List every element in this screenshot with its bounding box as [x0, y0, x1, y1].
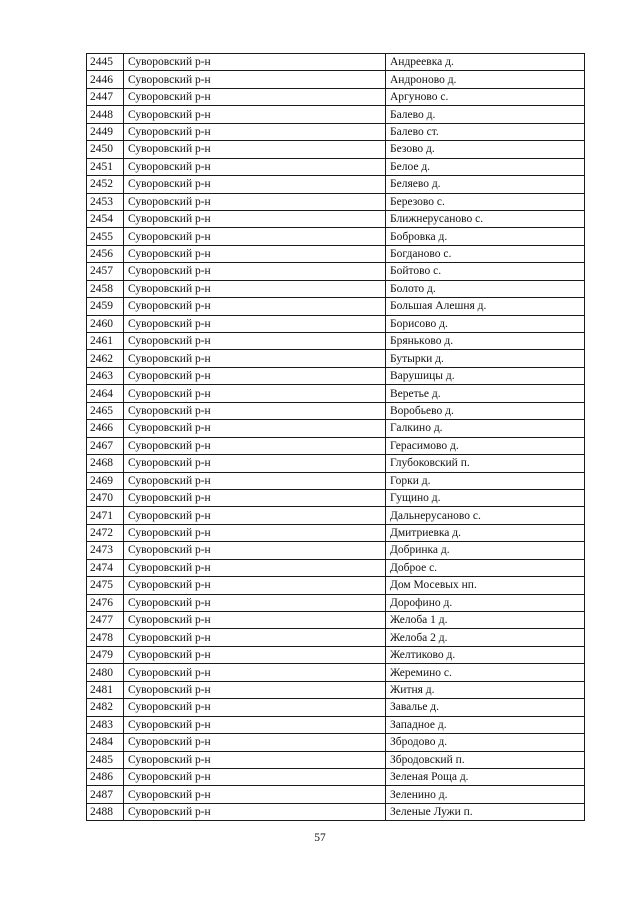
settlement-cell: Житня д. — [386, 681, 585, 698]
row-number-cell: 2481 — [87, 681, 124, 698]
table-row — [87, 193, 585, 210]
row-number-cell: 2448 — [87, 106, 124, 123]
row-number-cell: 2458 — [87, 280, 124, 297]
table-row — [87, 472, 585, 489]
district-cell: Суворовский р-н — [124, 333, 386, 350]
table-row — [87, 629, 585, 646]
table-row — [87, 437, 585, 454]
row-number-cell: 2476 — [87, 594, 124, 611]
settlement-cell: Балево д. — [386, 106, 585, 123]
district-cell: Суворовский р-н — [124, 751, 386, 768]
settlement-cell: Горки д. — [386, 472, 585, 489]
row-number-cell: 2475 — [87, 577, 124, 594]
district-cell: Суворовский р-н — [124, 577, 386, 594]
row-number-cell: 2480 — [87, 664, 124, 681]
table-row — [87, 699, 585, 716]
table-row — [87, 402, 585, 419]
settlement-cell: Зеленые Лужи п. — [386, 803, 585, 820]
row-number-cell: 2468 — [87, 455, 124, 472]
district-cell: Суворовский р-н — [124, 472, 386, 489]
settlements-table-body — [87, 54, 585, 821]
page-number: 57 — [314, 832, 326, 844]
settlement-cell: Беляево д. — [386, 176, 585, 193]
table-row — [87, 455, 585, 472]
row-number-cell: 2459 — [87, 298, 124, 315]
row-number-cell: 2478 — [87, 629, 124, 646]
district-cell: Суворовский р-н — [124, 245, 386, 262]
settlement-cell: Гущино д. — [386, 489, 585, 506]
row-number-cell: 2461 — [87, 333, 124, 350]
settlement-cell: Дальнерусаново с. — [386, 507, 585, 524]
settlement-cell: Добринка д. — [386, 542, 585, 559]
row-number-cell: 2464 — [87, 385, 124, 402]
settlement-cell: Воробьево д. — [386, 402, 585, 419]
district-cell: Суворовский р-н — [124, 141, 386, 158]
district-cell: Суворовский р-н — [124, 646, 386, 663]
settlement-cell: Борисово д. — [386, 315, 585, 332]
table-row — [87, 176, 585, 193]
settlement-cell: Бутырки д. — [386, 350, 585, 367]
district-cell: Суворовский р-н — [124, 786, 386, 803]
settlement-cell: Безово д. — [386, 141, 585, 158]
table-row — [87, 594, 585, 611]
row-number-cell: 2446 — [87, 71, 124, 88]
table-row — [87, 367, 585, 384]
table-row — [87, 612, 585, 629]
settlement-cell: Брянькoво д. — [386, 333, 585, 350]
table-row — [87, 751, 585, 768]
settlement-cell: Зеленая Роща д. — [386, 768, 585, 785]
row-number-cell: 2453 — [87, 193, 124, 210]
settlement-cell: Бобровка д. — [386, 228, 585, 245]
table-row — [87, 734, 585, 751]
table-row — [87, 141, 585, 158]
row-number-cell: 2470 — [87, 489, 124, 506]
settlement-cell: Збродовский п. — [386, 751, 585, 768]
settlement-cell: Богданово с. — [386, 245, 585, 262]
settlement-cell: Герасимово д. — [386, 437, 585, 454]
table-row — [87, 768, 585, 785]
district-cell: Суворовский р-н — [124, 54, 386, 71]
district-cell: Суворовский р-н — [124, 263, 386, 280]
row-number-cell: 2455 — [87, 228, 124, 245]
row-number-cell: 2482 — [87, 699, 124, 716]
table-row — [87, 333, 585, 350]
table-row — [87, 298, 585, 315]
row-number-cell: 2450 — [87, 141, 124, 158]
district-cell: Суворовский р-н — [124, 402, 386, 419]
table-row — [87, 123, 585, 140]
table-row — [87, 577, 585, 594]
row-number-cell: 2451 — [87, 158, 124, 175]
row-number-cell: 2456 — [87, 245, 124, 262]
settlement-cell: Варушицы д. — [386, 367, 585, 384]
table-row — [87, 542, 585, 559]
settlement-cell: Дом Мосевых нп. — [386, 577, 585, 594]
settlement-cell: Желоба 1 д. — [386, 612, 585, 629]
district-cell: Суворовский р-н — [124, 716, 386, 733]
row-number-cell: 2477 — [87, 612, 124, 629]
settlement-cell: Желоба 2 д. — [386, 629, 585, 646]
settlement-cell: Дмитриевка д. — [386, 524, 585, 541]
district-cell: Суворовский р-н — [124, 664, 386, 681]
table-row — [87, 54, 585, 71]
district-cell: Суворовский р-н — [124, 123, 386, 140]
table-row — [87, 71, 585, 88]
district-cell: Суворовский р-н — [124, 176, 386, 193]
district-cell: Суворовский р-н — [124, 612, 386, 629]
district-cell: Суворовский р-н — [124, 768, 386, 785]
district-cell: Суворовский р-н — [124, 681, 386, 698]
table-row — [87, 245, 585, 262]
table-row — [87, 507, 585, 524]
settlement-cell: Березово с. — [386, 193, 585, 210]
settlement-cell: Жеремино с. — [386, 664, 585, 681]
row-number-cell: 2484 — [87, 734, 124, 751]
settlement-cell: Белое д. — [386, 158, 585, 175]
district-cell: Суворовский р-н — [124, 350, 386, 367]
district-cell: Суворовский р-н — [124, 158, 386, 175]
settlement-cell: Зеленино д. — [386, 786, 585, 803]
settlement-cell: Болото д. — [386, 280, 585, 297]
district-cell: Суворовский р-н — [124, 734, 386, 751]
district-cell: Суворовский р-н — [124, 280, 386, 297]
table-row — [87, 664, 585, 681]
table-row — [87, 646, 585, 663]
table-row — [87, 524, 585, 541]
row-number-cell: 2474 — [87, 559, 124, 576]
settlement-cell: Збродово д. — [386, 734, 585, 751]
row-number-cell: 2472 — [87, 524, 124, 541]
district-cell: Суворовский р-н — [124, 106, 386, 123]
district-cell: Суворовский р-н — [124, 210, 386, 227]
settlement-cell: Доброе с. — [386, 559, 585, 576]
row-number-cell: 2483 — [87, 716, 124, 733]
table-row — [87, 280, 585, 297]
district-cell: Суворовский р-н — [124, 629, 386, 646]
district-cell: Суворовский р-н — [124, 437, 386, 454]
table-row — [87, 385, 585, 402]
table-row — [87, 88, 585, 105]
district-cell: Суворовский р-н — [124, 594, 386, 611]
row-number-cell: 2452 — [87, 176, 124, 193]
row-number-cell: 2469 — [87, 472, 124, 489]
district-cell: Суворовский р-н — [124, 524, 386, 541]
settlement-cell: Желтиково д. — [386, 646, 585, 663]
table-row — [87, 803, 585, 820]
district-cell: Суворовский р-н — [124, 228, 386, 245]
settlement-cell: Большая Алешня д. — [386, 298, 585, 315]
table-row — [87, 350, 585, 367]
table-row — [87, 489, 585, 506]
settlement-cell: Андроново д. — [386, 71, 585, 88]
district-cell: Суворовский р-н — [124, 542, 386, 559]
table-row — [87, 158, 585, 175]
district-cell: Суворовский р-н — [124, 71, 386, 88]
row-number-cell: 2487 — [87, 786, 124, 803]
district-cell: Суворовский р-н — [124, 315, 386, 332]
settlement-cell: Балево ст. — [386, 123, 585, 140]
row-number-cell: 2460 — [87, 315, 124, 332]
settlements-table — [86, 53, 585, 821]
district-cell: Суворовский р-н — [124, 193, 386, 210]
table-row — [87, 228, 585, 245]
district-cell: Суворовский р-н — [124, 385, 386, 402]
table-row — [87, 559, 585, 576]
district-cell: Суворовский р-н — [124, 367, 386, 384]
settlement-cell: Глубоковский п. — [386, 455, 585, 472]
district-cell: Суворовский р-н — [124, 507, 386, 524]
settlement-cell: Дорофино д. — [386, 594, 585, 611]
table-row — [87, 315, 585, 332]
row-number-cell: 2486 — [87, 768, 124, 785]
table-row — [87, 786, 585, 803]
district-cell: Суворовский р-н — [124, 420, 386, 437]
district-cell: Суворовский р-н — [124, 455, 386, 472]
settlement-cell: Западное д. — [386, 716, 585, 733]
row-number-cell: 2457 — [87, 263, 124, 280]
row-number-cell: 2449 — [87, 123, 124, 140]
row-number-cell: 2463 — [87, 367, 124, 384]
district-cell: Суворовский р-н — [124, 88, 386, 105]
table-row — [87, 106, 585, 123]
row-number-cell: 2473 — [87, 542, 124, 559]
row-number-cell: 2466 — [87, 420, 124, 437]
row-number-cell: 2479 — [87, 646, 124, 663]
table-row — [87, 210, 585, 227]
district-cell: Суворовский р-н — [124, 699, 386, 716]
row-number-cell: 2454 — [87, 210, 124, 227]
district-cell: Суворовский р-н — [124, 298, 386, 315]
settlement-cell: Аргуново с. — [386, 88, 585, 105]
district-cell: Суворовский р-н — [124, 559, 386, 576]
district-cell: Суворовский р-н — [124, 803, 386, 820]
row-number-cell: 2465 — [87, 402, 124, 419]
table-row — [87, 716, 585, 733]
district-cell: Суворовский р-н — [124, 489, 386, 506]
settlement-cell: Андреевка д. — [386, 54, 585, 71]
settlement-cell: Галкино д. — [386, 420, 585, 437]
settlement-cell: Бойтово с. — [386, 263, 585, 280]
row-number-cell: 2488 — [87, 803, 124, 820]
row-number-cell: 2467 — [87, 437, 124, 454]
row-number-cell: 2462 — [87, 350, 124, 367]
row-number-cell: 2447 — [87, 88, 124, 105]
settlement-cell: Ближнерусаново с. — [386, 210, 585, 227]
table-row — [87, 263, 585, 280]
table-row — [87, 681, 585, 698]
row-number-cell: 2485 — [87, 751, 124, 768]
settlement-cell: Завалье д. — [386, 699, 585, 716]
settlement-cell: Веретье д. — [386, 385, 585, 402]
table-row — [87, 420, 585, 437]
row-number-cell: 2471 — [87, 507, 124, 524]
row-number-cell: 2445 — [87, 54, 124, 71]
